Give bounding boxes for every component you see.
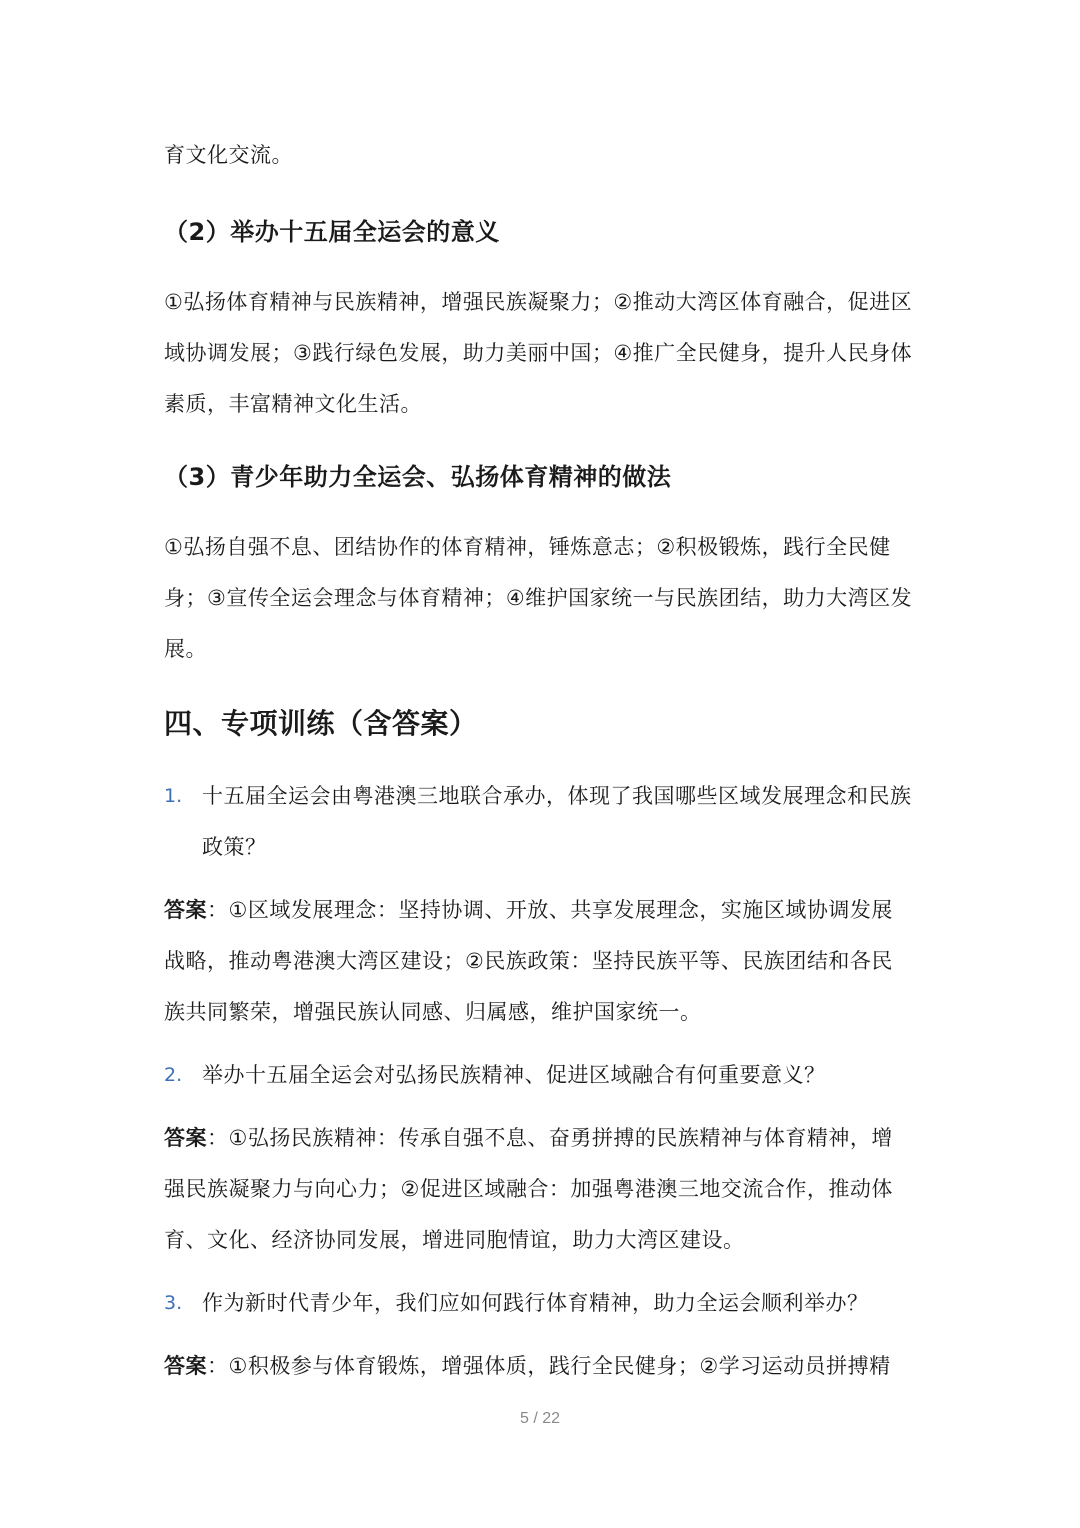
- answer-label: 答案: [164, 898, 207, 922]
- question-text: 十五届全运会由粤港澳三地联合承办，体现了我国哪些区域发展理念和民族政策？: [202, 784, 912, 859]
- page-content: [164, 130, 914, 1404]
- question-text: 举办十五届全运会对弘扬民族精神、促进区域融合有何重要意义？: [202, 1063, 826, 1087]
- section-heading-youth-actions: （3）青少年助力全运会、弘扬体育精神的做法: [164, 463, 672, 491]
- continuation-text: 育文化交流。: [164, 143, 293, 167]
- answer-paragraph: [164, 1113, 914, 1266]
- question-text: 作为新时代青少年，我们应如何践行体育精神，助力全运会顺利举办？: [202, 1291, 869, 1315]
- answer-text: ①积极参与体育锻炼，增强体质，践行全民健身；②学习运动员拼搏精: [228, 1354, 891, 1378]
- answer-text: ①弘扬民族精神：传承自强不息、奋勇拼搏的民族精神与体育精神，增强民族凝聚力与向心力；②促进区域融合：加强粤港澳三地交流合作，推动体育、文化、经济协同发展，增进同胞情谊，助力大湾区建设。: [164, 1126, 893, 1252]
- section-body-significance: ①弘扬体育精神与民族精神，增强民族凝聚力；②推动大湾区体育融合，促进区域协调发展；③践行绿色发展，助力美丽中国；④推广全民健身，提升人民身体素质，丰富精神文化生活。: [164, 290, 913, 416]
- question-item: [164, 1278, 914, 1329]
- answer-text: ①区域发展理念：坚持协调、开放、共享发展理念，实施区域协调发展战略，推动粤港澳大湾区建设；②民族政策：坚持民族平等、民族团结和各民族共同繁荣，增强民族认同感、归属感，维护国家统一。: [164, 898, 893, 1024]
- answer-separator: ：: [207, 1354, 229, 1378]
- training-title: 四、专项训练（含答案）: [164, 707, 478, 740]
- answer-paragraph: [164, 1341, 914, 1392]
- answer-paragraph: [164, 885, 914, 1038]
- question-item: [164, 1050, 914, 1101]
- answer-separator: ：: [207, 898, 229, 922]
- answer-label: 答案: [164, 1126, 207, 1150]
- section-heading-significance: （2）举办十五届全运会的意义: [164, 218, 500, 246]
- question-number: 3.: [164, 1292, 183, 1314]
- question-item: [164, 771, 914, 873]
- question-number: 1.: [164, 785, 183, 807]
- question-number: 2.: [164, 1064, 183, 1086]
- section-body-youth-actions: ①弘扬自强不息、团结协作的体育精神，锤炼意志；②积极锻炼，践行全民健身；③宣传全运会理念与体育精神；④维护国家统一与民族团结，助力大湾区发展。: [164, 535, 913, 661]
- page-indicator: 5 / 22: [519, 1410, 561, 1427]
- answer-label: 答案: [164, 1354, 207, 1378]
- answer-separator: ：: [207, 1126, 229, 1150]
